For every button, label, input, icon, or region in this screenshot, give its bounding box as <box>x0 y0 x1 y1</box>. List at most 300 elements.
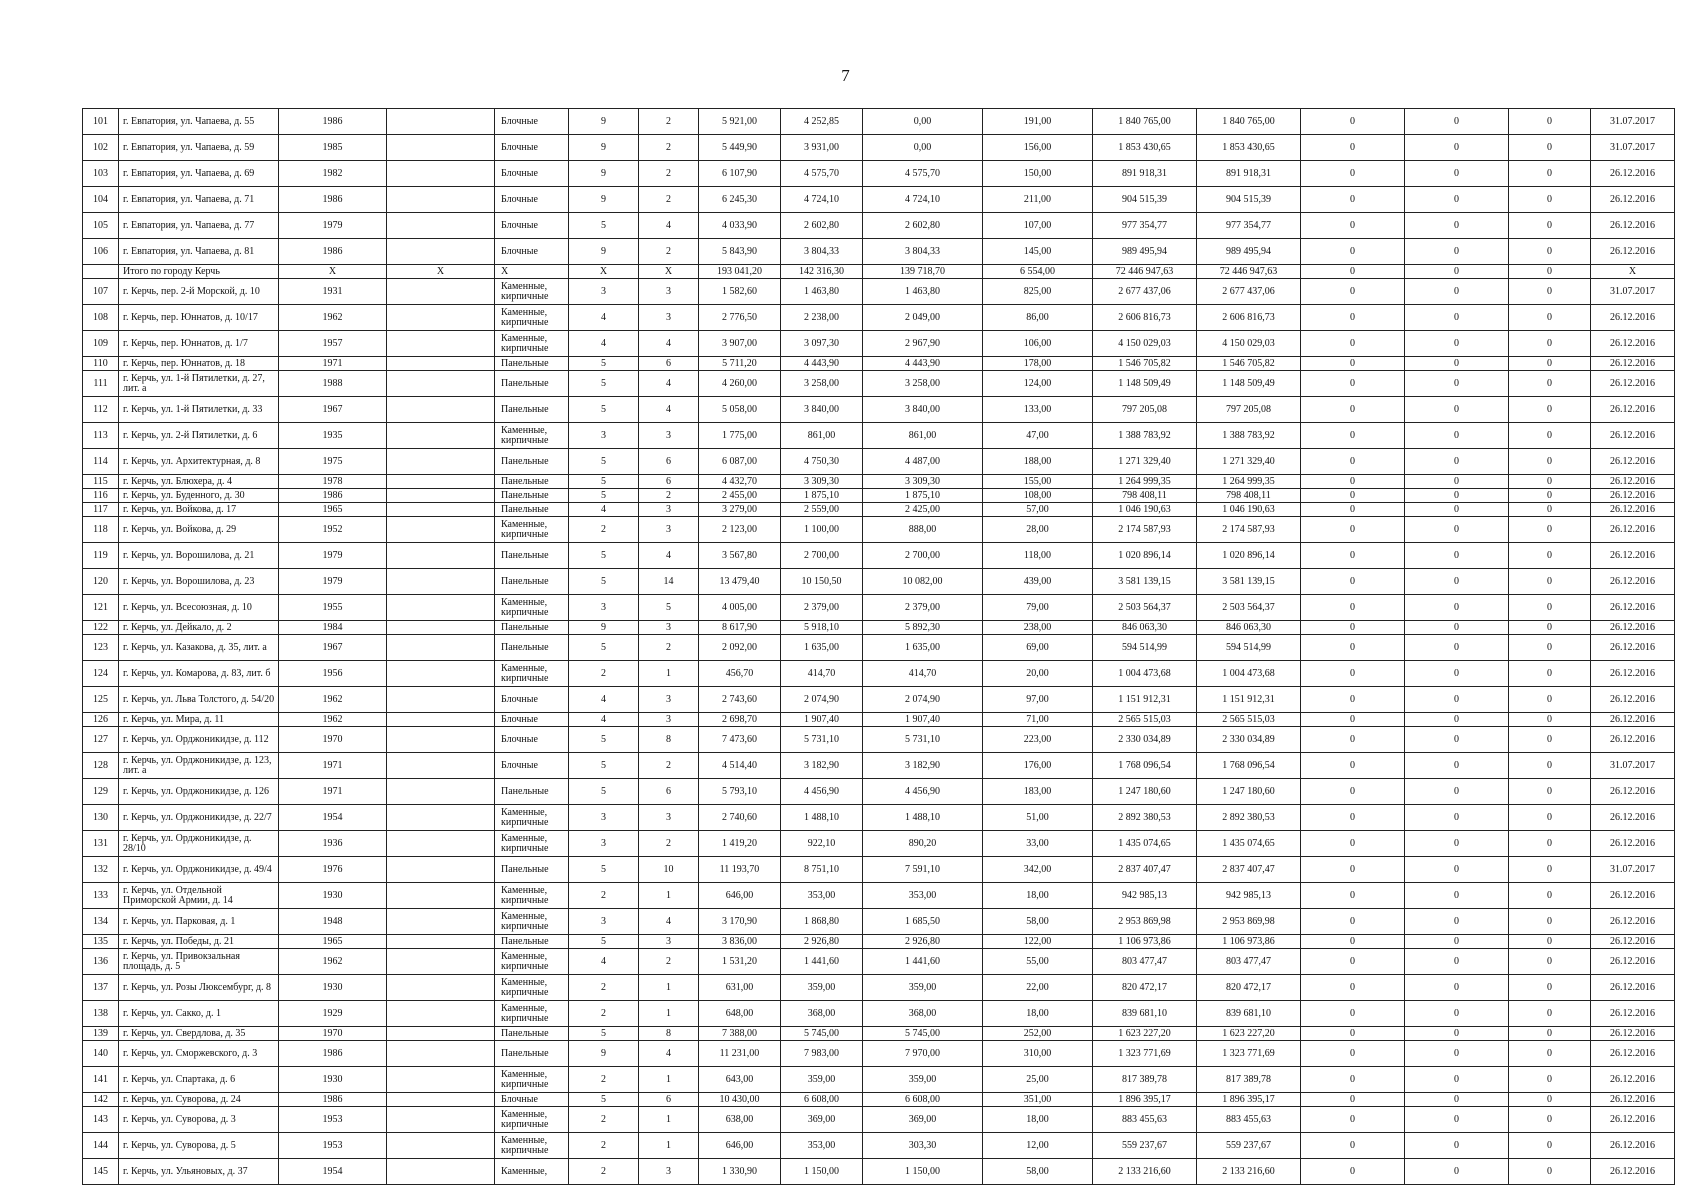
cell-cost-fund: 2 133 216,60 <box>1197 1159 1301 1185</box>
cell-owned-area: 7 591,10 <box>863 857 983 883</box>
cell-cost-col-15: 0 <box>1405 687 1509 713</box>
cell-row-number: 139 <box>83 1027 119 1041</box>
cell-deadline-date: 26.12.2016 <box>1591 187 1675 213</box>
cell-cost-col-16: 0 <box>1509 857 1591 883</box>
table-row <box>83 489 1675 503</box>
cell-year-built: 1986 <box>279 1093 387 1107</box>
cell-floors: 5 <box>569 475 639 489</box>
cell-wall-material: Панельные <box>495 1041 569 1067</box>
cell-entrances: 4 <box>639 1041 699 1067</box>
cell-row-number: 135 <box>83 935 119 949</box>
cell-address: Итого по городу Керчь <box>119 265 279 279</box>
table-row <box>83 595 1675 621</box>
cell-living-area: 3 258,00 <box>781 371 863 397</box>
cell-residents: 439,00 <box>983 569 1093 595</box>
cell-wall-material: Панельные <box>495 371 569 397</box>
cell-entrances: 10 <box>639 857 699 883</box>
cell-floors: 5 <box>569 449 639 475</box>
cell-blank-col <box>387 1027 495 1041</box>
cell-wall-material: Каменные, кирпичные <box>495 661 569 687</box>
cell-address: г. Керчь, ул. Суворова, д. 3 <box>119 1107 279 1133</box>
cell-blank-col <box>387 239 495 265</box>
cell-wall-material: Панельные <box>495 779 569 805</box>
cell-blank-col <box>387 857 495 883</box>
cell-owned-area: 890,20 <box>863 831 983 857</box>
cell-deadline-date: 26.12.2016 <box>1591 489 1675 503</box>
cell-wall-material: Панельные <box>495 857 569 883</box>
cell-residents: 191,00 <box>983 109 1093 135</box>
cell-address: г. Керчь, ул. Суворова, д. 24 <box>119 1093 279 1107</box>
cell-cost-col-16: 0 <box>1509 753 1591 779</box>
table-row <box>83 779 1675 805</box>
cell-cost-col-14: 0 <box>1301 213 1405 239</box>
cell-floors: 3 <box>569 423 639 449</box>
cell-cost-col-15: 0 <box>1405 357 1509 371</box>
cell-address: г. Керчь, ул. Орджоникидзе, д. 22/7 <box>119 805 279 831</box>
cell-cost-total: 942 985,13 <box>1093 883 1197 909</box>
cell-living-area: 8 751,10 <box>781 857 863 883</box>
cell-entrances: 2 <box>639 949 699 975</box>
cell-blank-col <box>387 475 495 489</box>
cell-cost-col-16: 0 <box>1509 1107 1591 1133</box>
cell-cost-col-15: 0 <box>1405 909 1509 935</box>
cell-row-number: 130 <box>83 805 119 831</box>
cell-entrances: 3 <box>639 305 699 331</box>
cell-residents: 252,00 <box>983 1027 1093 1041</box>
cell-cost-fund: 891 918,31 <box>1197 161 1301 187</box>
table-row <box>83 239 1675 265</box>
cell-owned-area: 3 309,30 <box>863 475 983 489</box>
cell-cost-col-15: 0 <box>1405 883 1509 909</box>
cell-cost-col-14: 0 <box>1301 949 1405 975</box>
cell-total-area: 1 531,20 <box>699 949 781 975</box>
cell-wall-material: Панельные <box>495 397 569 423</box>
cell-blank-col <box>387 187 495 213</box>
cell-entrances: 1 <box>639 1107 699 1133</box>
cell-cost-col-16: 0 <box>1509 1159 1591 1185</box>
table-row <box>83 975 1675 1001</box>
cell-cost-total: 2 330 034,89 <box>1093 727 1197 753</box>
cell-cost-col-16: 0 <box>1509 135 1591 161</box>
cell-owned-area: 4 456,90 <box>863 779 983 805</box>
cell-living-area: 2 926,80 <box>781 935 863 949</box>
cell-blank-col <box>387 831 495 857</box>
cell-deadline-date: 26.12.2016 <box>1591 883 1675 909</box>
cell-address: г. Керчь, ул. Орджоникидзе, д. 112 <box>119 727 279 753</box>
cell-total-area: 4 033,90 <box>699 213 781 239</box>
cell-row-number: 119 <box>83 543 119 569</box>
cell-cost-fund: 904 515,39 <box>1197 187 1301 213</box>
cell-year-built: 1962 <box>279 305 387 331</box>
cell-cost-total: 2 174 587,93 <box>1093 517 1197 543</box>
cell-cost-fund: 2 677 437,06 <box>1197 279 1301 305</box>
cell-cost-col-16: 0 <box>1509 503 1591 517</box>
cell-total-area: 11 231,00 <box>699 1041 781 1067</box>
cell-owned-area: 3 258,00 <box>863 371 983 397</box>
cell-entrances: 4 <box>639 397 699 423</box>
cell-address: г. Керчь, ул. Буденного, д. 30 <box>119 489 279 503</box>
cell-cost-total: 1 323 771,69 <box>1093 1041 1197 1067</box>
cell-cost-col-15: 0 <box>1405 661 1509 687</box>
cell-floors: 2 <box>569 1133 639 1159</box>
cell-cost-col-16: 0 <box>1509 635 1591 661</box>
cell-residents: 178,00 <box>983 357 1093 371</box>
table-row <box>83 187 1675 213</box>
cell-cost-col-14: 0 <box>1301 423 1405 449</box>
cell-year-built: X <box>279 265 387 279</box>
cell-deadline-date: 26.12.2016 <box>1591 397 1675 423</box>
cell-floors: 5 <box>569 779 639 805</box>
cell-cost-fund: 820 472,17 <box>1197 975 1301 1001</box>
table-row <box>83 727 1675 753</box>
cell-blank-col <box>387 161 495 187</box>
cell-residents: 58,00 <box>983 909 1093 935</box>
cell-year-built: 1930 <box>279 883 387 909</box>
cell-floors: 5 <box>569 543 639 569</box>
cell-deadline-date: 26.12.2016 <box>1591 161 1675 187</box>
cell-row-number: 110 <box>83 357 119 371</box>
cell-residents: 133,00 <box>983 397 1093 423</box>
cell-total-area: 638,00 <box>699 1107 781 1133</box>
cell-blank-col <box>387 543 495 569</box>
cell-deadline-date: 26.12.2016 <box>1591 727 1675 753</box>
cell-total-area: 5 921,00 <box>699 109 781 135</box>
cell-total-area: 648,00 <box>699 1001 781 1027</box>
cell-cost-total: 72 446 947,63 <box>1093 265 1197 279</box>
cell-entrances: 6 <box>639 779 699 805</box>
page-number: 7 <box>841 66 850 85</box>
cell-cost-col-16: 0 <box>1509 1067 1591 1093</box>
cell-blank-col <box>387 661 495 687</box>
cell-entrances: 3 <box>639 713 699 727</box>
cell-owned-area: 5 892,30 <box>863 621 983 635</box>
cell-living-area: 4 750,30 <box>781 449 863 475</box>
cell-cost-col-15: 0 <box>1405 1001 1509 1027</box>
cell-blank-col <box>387 949 495 975</box>
cell-owned-area: 10 082,00 <box>863 569 983 595</box>
cell-address: г. Керчь, ул. Комарова, д. 83, лит. б <box>119 661 279 687</box>
cell-floors: 9 <box>569 135 639 161</box>
cell-cost-fund: 817 389,78 <box>1197 1067 1301 1093</box>
cell-row-number: 134 <box>83 909 119 935</box>
cell-year-built: 1967 <box>279 635 387 661</box>
cell-deadline-date: 26.12.2016 <box>1591 543 1675 569</box>
cell-floors: 2 <box>569 517 639 543</box>
cell-living-area: 3 097,30 <box>781 331 863 357</box>
cell-cost-col-14: 0 <box>1301 331 1405 357</box>
cell-row-number: 132 <box>83 857 119 883</box>
cell-entrances: 4 <box>639 371 699 397</box>
cell-year-built: 1954 <box>279 805 387 831</box>
cell-living-area: 922,10 <box>781 831 863 857</box>
cell-entrances: 3 <box>639 621 699 635</box>
cell-cost-fund: 1 768 096,54 <box>1197 753 1301 779</box>
cell-cost-col-14: 0 <box>1301 595 1405 621</box>
cell-cost-col-14: 0 <box>1301 687 1405 713</box>
cell-total-area: 2 740,60 <box>699 805 781 831</box>
cell-cost-col-15: 0 <box>1405 1093 1509 1107</box>
table-row <box>83 279 1675 305</box>
cell-living-area: 359,00 <box>781 1067 863 1093</box>
cell-cost-fund: 1 546 705,82 <box>1197 357 1301 371</box>
cell-floors: 4 <box>569 503 639 517</box>
cell-year-built: 1986 <box>279 489 387 503</box>
cell-wall-material: Блочные <box>495 109 569 135</box>
cell-cost-total: 839 681,10 <box>1093 1001 1197 1027</box>
cell-deadline-date: 26.12.2016 <box>1591 371 1675 397</box>
cell-floors: 3 <box>569 805 639 831</box>
cell-cost-col-15: 0 <box>1405 213 1509 239</box>
cell-total-area: 193 041,20 <box>699 265 781 279</box>
cell-deadline-date: 26.12.2016 <box>1591 779 1675 805</box>
cell-year-built: 1970 <box>279 727 387 753</box>
cell-cost-total: 1 840 765,00 <box>1093 109 1197 135</box>
cell-cost-col-16: 0 <box>1509 423 1591 449</box>
cell-residents: 12,00 <box>983 1133 1093 1159</box>
cell-cost-col-15: 0 <box>1405 135 1509 161</box>
cell-entrances: 6 <box>639 449 699 475</box>
cell-address: г. Евпатория, ул. Чапаева, д. 59 <box>119 135 279 161</box>
cell-address: г. Керчь, ул. Суворова, д. 5 <box>119 1133 279 1159</box>
cell-cost-col-15: 0 <box>1405 331 1509 357</box>
cell-cost-total: 1 046 190,63 <box>1093 503 1197 517</box>
cell-row-number: 115 <box>83 475 119 489</box>
cell-residents: 22,00 <box>983 975 1093 1001</box>
cell-cost-col-16: 0 <box>1509 161 1591 187</box>
cell-cost-fund: 1 435 074,65 <box>1197 831 1301 857</box>
cell-blank-col <box>387 935 495 949</box>
cell-row-number: 118 <box>83 517 119 543</box>
cell-residents: 211,00 <box>983 187 1093 213</box>
cell-row-number: 143 <box>83 1107 119 1133</box>
cell-owned-area: 5 745,00 <box>863 1027 983 1041</box>
cell-year-built: 1971 <box>279 753 387 779</box>
cell-residents: 342,00 <box>983 857 1093 883</box>
cell-year-built: 1930 <box>279 975 387 1001</box>
cell-cost-total: 559 237,67 <box>1093 1133 1197 1159</box>
cell-wall-material: Блочные <box>495 713 569 727</box>
cell-cost-col-16: 0 <box>1509 779 1591 805</box>
cell-cost-fund: 72 446 947,63 <box>1197 265 1301 279</box>
cell-year-built: 1962 <box>279 949 387 975</box>
cell-row-number: 109 <box>83 331 119 357</box>
cell-blank-col <box>387 1107 495 1133</box>
table-row <box>83 635 1675 661</box>
cell-owned-area: 3 182,90 <box>863 753 983 779</box>
cell-entrances: 2 <box>639 109 699 135</box>
cell-total-area: 5 843,90 <box>699 239 781 265</box>
cell-cost-col-16: 0 <box>1509 371 1591 397</box>
cell-cost-col-15: 0 <box>1405 753 1509 779</box>
cell-row-number: 140 <box>83 1041 119 1067</box>
table-row <box>83 109 1675 135</box>
cell-total-area: 4 005,00 <box>699 595 781 621</box>
cell-deadline-date: 26.12.2016 <box>1591 805 1675 831</box>
cell-cost-col-16: 0 <box>1509 543 1591 569</box>
cell-wall-material: Панельные <box>495 569 569 595</box>
cell-year-built: 1952 <box>279 517 387 543</box>
cell-blank-col: X <box>387 265 495 279</box>
cell-entrances: 1 <box>639 661 699 687</box>
cell-deadline-date: 26.12.2016 <box>1591 449 1675 475</box>
cell-row-number: 145 <box>83 1159 119 1185</box>
cell-wall-material: Блочные <box>495 753 569 779</box>
cell-cost-fund: 839 681,10 <box>1197 1001 1301 1027</box>
cell-deadline-date: 26.12.2016 <box>1591 1027 1675 1041</box>
cell-cost-fund: 4 150 029,03 <box>1197 331 1301 357</box>
cell-cost-col-15: 0 <box>1405 161 1509 187</box>
cell-cost-col-14: 0 <box>1301 397 1405 423</box>
cell-floors: 2 <box>569 1001 639 1027</box>
cell-cost-fund: 883 455,63 <box>1197 1107 1301 1133</box>
cell-deadline-date: 26.12.2016 <box>1591 239 1675 265</box>
cell-cost-col-14: 0 <box>1301 831 1405 857</box>
cell-cost-col-14: 0 <box>1301 1067 1405 1093</box>
cell-deadline-date: 26.12.2016 <box>1591 635 1675 661</box>
cell-address: г. Керчь, ул. Розы Люксембург, д. 8 <box>119 975 279 1001</box>
cell-blank-col <box>387 621 495 635</box>
cell-wall-material: Панельные <box>495 935 569 949</box>
cell-residents: 108,00 <box>983 489 1093 503</box>
cell-address: г. Керчь, ул. Орджоникидзе, д. 123, лит. а <box>119 753 279 779</box>
cell-year-built: 1979 <box>279 569 387 595</box>
cell-blank-col <box>387 909 495 935</box>
cell-row-number: 127 <box>83 727 119 753</box>
cell-entrances: 3 <box>639 503 699 517</box>
cell-owned-area: 6 608,00 <box>863 1093 983 1107</box>
cell-cost-col-15: 0 <box>1405 831 1509 857</box>
cell-living-area: 1 488,10 <box>781 805 863 831</box>
cell-blank-col <box>387 1001 495 1027</box>
cell-address: г. Керчь, ул. Ворошилова, д. 23 <box>119 569 279 595</box>
cell-cost-total: 1 148 509,49 <box>1093 371 1197 397</box>
cell-blank-col <box>387 1159 495 1185</box>
cell-cost-fund: 1 148 509,49 <box>1197 371 1301 397</box>
cell-cost-total: 1 435 074,65 <box>1093 831 1197 857</box>
cell-row-number: 129 <box>83 779 119 805</box>
cell-residents: 71,00 <box>983 713 1093 727</box>
cell-year-built: 1965 <box>279 935 387 949</box>
table-row <box>83 883 1675 909</box>
cell-wall-material: Каменные, кирпичные <box>495 279 569 305</box>
cell-year-built: 1975 <box>279 449 387 475</box>
cell-wall-material: Панельные <box>495 449 569 475</box>
cell-wall-material: Каменные, кирпичные <box>495 1133 569 1159</box>
cell-cost-col-16: 0 <box>1509 109 1591 135</box>
cell-total-area: 631,00 <box>699 975 781 1001</box>
cell-cost-col-15: 0 <box>1405 279 1509 305</box>
cell-cost-col-15: 0 <box>1405 1067 1509 1093</box>
cell-cost-col-15: 0 <box>1405 265 1509 279</box>
table-row <box>83 397 1675 423</box>
cell-living-area: 368,00 <box>781 1001 863 1027</box>
cell-deadline-date: 26.12.2016 <box>1591 331 1675 357</box>
cell-blank-col <box>387 975 495 1001</box>
cell-cost-total: 3 581 139,15 <box>1093 569 1197 595</box>
cell-residents: 69,00 <box>983 635 1093 661</box>
table-row <box>83 357 1675 371</box>
cell-total-area: 3 170,90 <box>699 909 781 935</box>
cell-entrances: 3 <box>639 279 699 305</box>
cell-cost-col-16: 0 <box>1509 713 1591 727</box>
cell-living-area: 10 150,50 <box>781 569 863 595</box>
table-row <box>83 831 1675 857</box>
cell-floors: 5 <box>569 569 639 595</box>
cell-entrances: 2 <box>639 753 699 779</box>
cell-floors: 5 <box>569 489 639 503</box>
cell-blank-col <box>387 305 495 331</box>
cell-address: г. Евпатория, ул. Чапаева, д. 77 <box>119 213 279 239</box>
cell-owned-area: 3 840,00 <box>863 397 983 423</box>
cell-wall-material: Панельные <box>495 489 569 503</box>
cell-address: г. Керчь, ул. Орджоникидзе, д. 126 <box>119 779 279 805</box>
cell-deadline-date: 31.07.2017 <box>1591 753 1675 779</box>
cell-cost-col-15: 0 <box>1405 371 1509 397</box>
cell-living-area: 3 804,33 <box>781 239 863 265</box>
cell-cost-col-16: 0 <box>1509 935 1591 949</box>
cell-deadline-date: 26.12.2016 <box>1591 503 1675 517</box>
cell-cost-col-14: 0 <box>1301 489 1405 503</box>
cell-blank-col <box>387 883 495 909</box>
cell-cost-total: 846 063,30 <box>1093 621 1197 635</box>
cell-cost-total: 977 354,77 <box>1093 213 1197 239</box>
cell-floors: 5 <box>569 371 639 397</box>
cell-residents: 18,00 <box>983 883 1093 909</box>
table-row <box>83 1107 1675 1133</box>
cell-deadline-date: 26.12.2016 <box>1591 909 1675 935</box>
cell-deadline-date: 26.12.2016 <box>1591 1001 1675 1027</box>
cell-residents: 97,00 <box>983 687 1093 713</box>
cell-cost-col-14: 0 <box>1301 109 1405 135</box>
cell-cost-total: 883 455,63 <box>1093 1107 1197 1133</box>
table-row <box>83 753 1675 779</box>
cell-living-area: 4 252,85 <box>781 109 863 135</box>
cell-cost-total: 1 271 329,40 <box>1093 449 1197 475</box>
table-row <box>83 331 1675 357</box>
cell-address: г. Керчь, ул. Дейкало, д. 2 <box>119 621 279 635</box>
table-row <box>83 213 1675 239</box>
cell-row-number: 114 <box>83 449 119 475</box>
cell-row-number: 106 <box>83 239 119 265</box>
cell-blank-col <box>387 279 495 305</box>
cell-entrances: 8 <box>639 1027 699 1041</box>
cell-wall-material: Панельные <box>495 635 569 661</box>
cell-cost-col-16: 0 <box>1509 239 1591 265</box>
cell-total-area: 5 449,90 <box>699 135 781 161</box>
cell-cost-fund: 797 205,08 <box>1197 397 1301 423</box>
table-row <box>83 1067 1675 1093</box>
cell-deadline-date: 26.12.2016 <box>1591 213 1675 239</box>
cell-living-area: 861,00 <box>781 423 863 449</box>
cell-year-built: 1957 <box>279 331 387 357</box>
cell-blank-col <box>387 213 495 239</box>
cell-cost-col-14: 0 <box>1301 135 1405 161</box>
cell-cost-fund: 1 840 765,00 <box>1197 109 1301 135</box>
cell-residents: 47,00 <box>983 423 1093 449</box>
cell-owned-area: 2 425,00 <box>863 503 983 517</box>
cell-cost-col-14: 0 <box>1301 449 1405 475</box>
cell-address: г. Керчь, ул. Блюхера, д. 4 <box>119 475 279 489</box>
cell-address: г. Керчь, ул. Мира, д. 11 <box>119 713 279 727</box>
cell-total-area: 1 582,60 <box>699 279 781 305</box>
table-row <box>83 569 1675 595</box>
cell-cost-col-15: 0 <box>1405 621 1509 635</box>
cell-floors: 3 <box>569 595 639 621</box>
cell-cost-col-16: 0 <box>1509 661 1591 687</box>
cell-deadline-date: 26.12.2016 <box>1591 1133 1675 1159</box>
cell-cost-col-15: 0 <box>1405 779 1509 805</box>
cell-total-area: 646,00 <box>699 883 781 909</box>
